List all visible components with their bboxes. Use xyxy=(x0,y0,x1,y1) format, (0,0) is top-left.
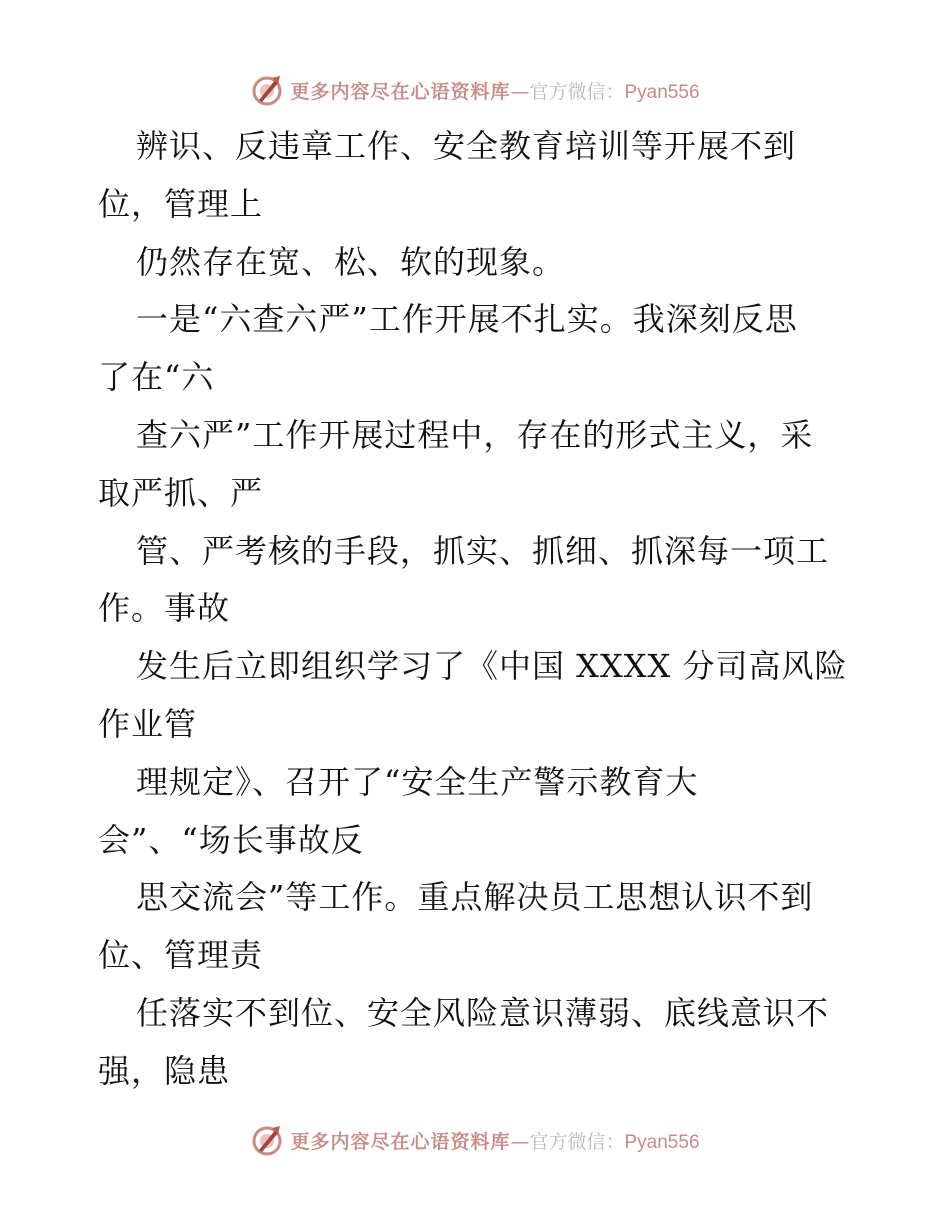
text-line: 管、严考核的手段，抓实、抓细、抓深每一项工 xyxy=(136,531,830,570)
text-line: 仍然存在宽、松、软的现象。 xyxy=(136,242,566,281)
text-line: 一是“六查六严”工作开展不扎实。我深刻反思 xyxy=(136,300,798,339)
text-line: 强，隐患 xyxy=(98,1051,231,1090)
watermark-handle: Pyan556 xyxy=(624,1131,700,1153)
text-line: 位、管理责 xyxy=(98,936,264,975)
document-body xyxy=(98,118,858,1101)
text-line: 会”、“场长事故反 xyxy=(98,820,364,859)
text-line: 查六严”工作开展过程中，存在的形式主义，采 xyxy=(136,415,814,454)
text-line: 任落实不到位、安全风险意识薄弱、底线意识不 xyxy=(136,993,830,1032)
header-watermark xyxy=(0,72,950,108)
quill-seal-icon xyxy=(250,73,284,107)
watermark-handle: Pyan556 xyxy=(624,81,700,103)
text-line: 取严抓、严 xyxy=(98,473,264,512)
text-line: 了在“六 xyxy=(98,358,215,397)
footer-watermark xyxy=(0,1122,950,1158)
text-line: 理规定》、召开了“安全生产警示教育大 xyxy=(136,762,699,801)
watermark-site: 更多内容尽在心语资料库 xyxy=(290,80,511,103)
text-line: 思交流会”等工作。重点解决员工思想认识不到 xyxy=(136,878,814,917)
text-line: 辨识、反违章工作、安全教育培训等开展不到 xyxy=(136,127,797,165)
watermark-separator: — xyxy=(510,80,530,103)
watermark-wechat-label: 官方微信： xyxy=(529,1130,625,1153)
watermark-separator: — xyxy=(510,1130,530,1153)
quill-seal-icon xyxy=(250,1123,284,1157)
text-line: 发生后立即组织学习了《中国 XXXX 分司高风险 xyxy=(136,647,848,686)
watermark-text xyxy=(290,77,699,104)
watermark-text xyxy=(290,1127,699,1154)
watermark-wechat-label: 官方微信： xyxy=(529,80,625,103)
watermark-site: 更多内容尽在心语资料库 xyxy=(290,1130,511,1153)
text-line: 位，管理上 xyxy=(98,184,264,223)
text-line: 作。事故 xyxy=(98,589,231,628)
text-line: 作业管 xyxy=(98,704,198,743)
